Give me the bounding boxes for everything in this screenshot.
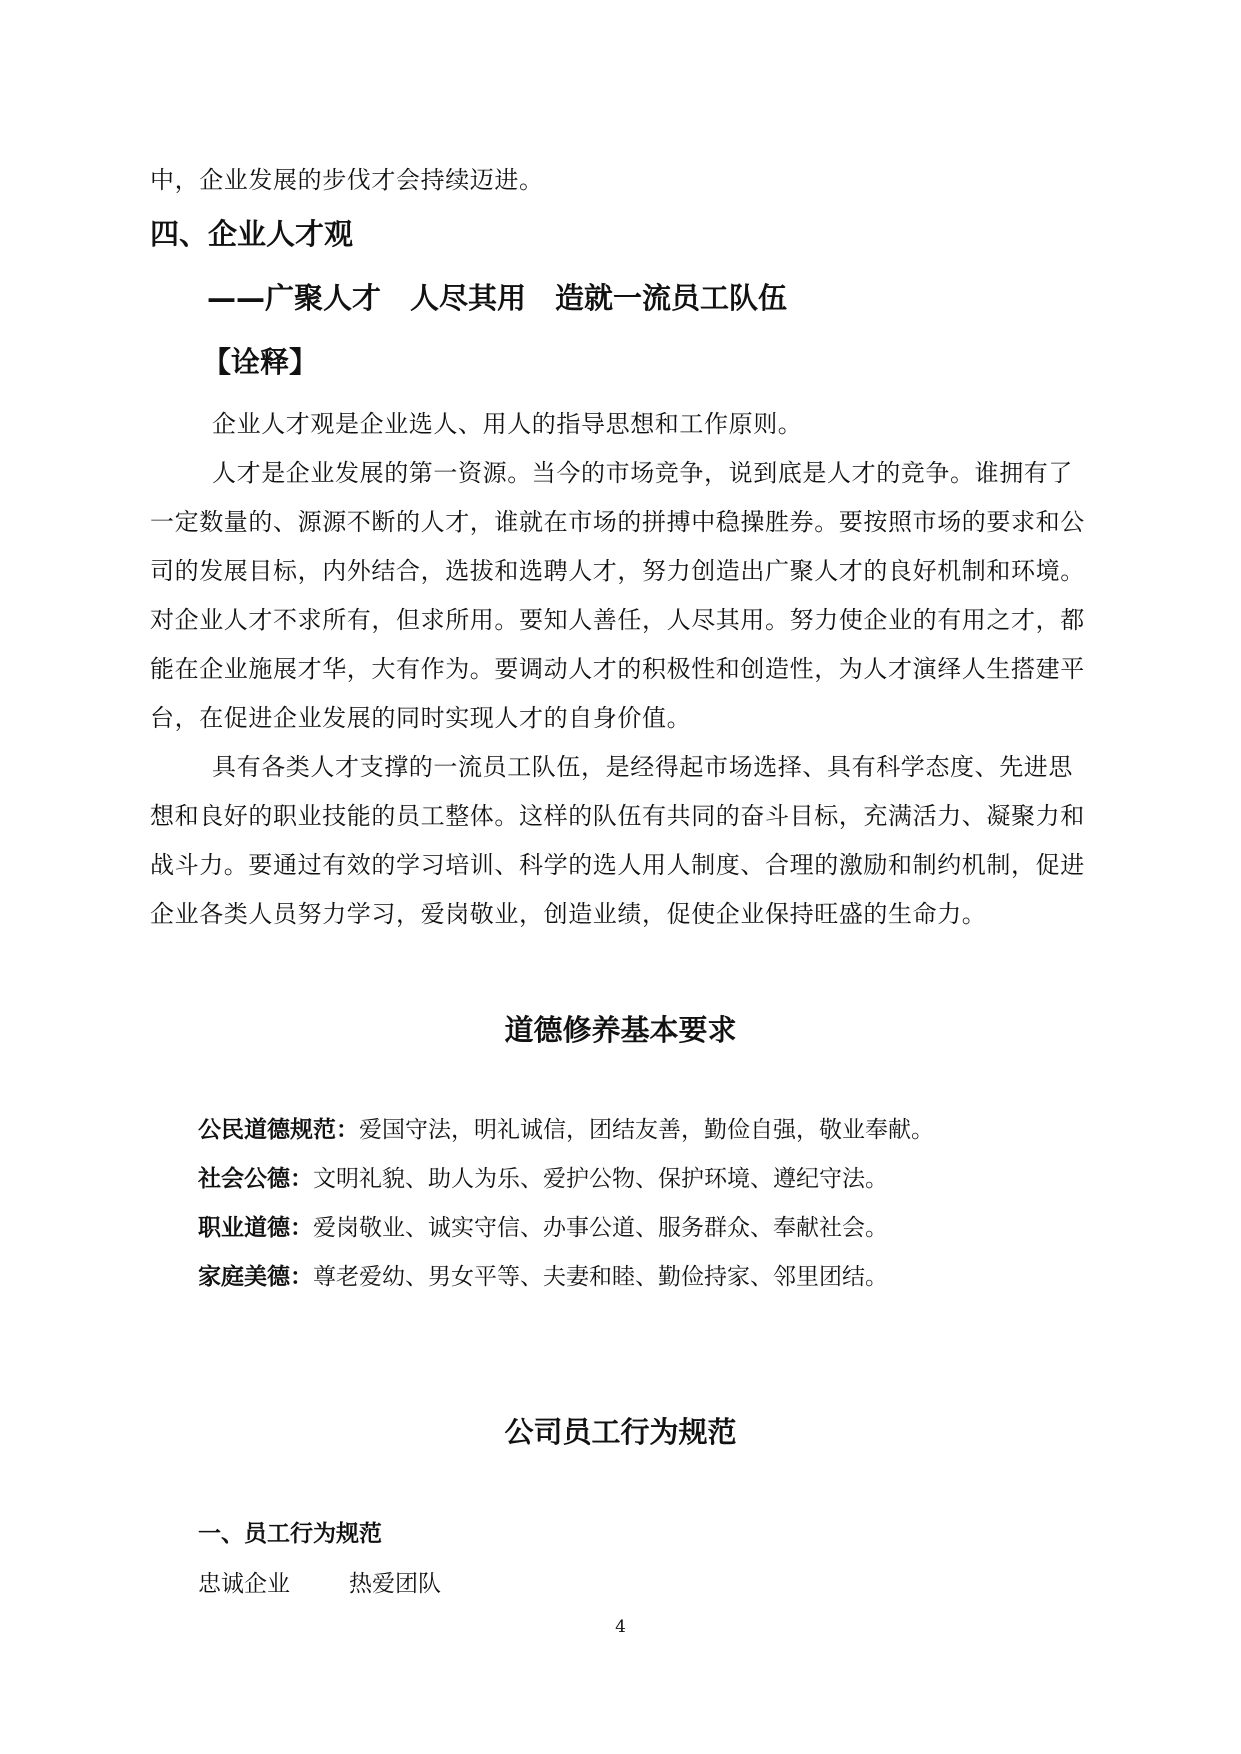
paragraph-line: 人才是企业发展的第一资源。当今的市场竞争，说到底是人才的竞争。谁拥有了: [212, 459, 1073, 487]
moral-label: 家庭美德：: [198, 1264, 313, 1290]
moral-label: 职业道德：: [198, 1215, 313, 1241]
interpretation-label: 【诠释】: [202, 345, 319, 379]
conduct-subheading: 一、员工行为规范: [198, 1521, 382, 1547]
moral-text: 爱岗敬业、诚实守信、办事公道、服务群众、奉献社会。: [313, 1215, 888, 1241]
moral-row-family: [198, 1258, 888, 1291]
section-heading-talent: 四、企业人才观: [150, 217, 354, 251]
paragraph-line: 具有各类人才支撑的一流员工队伍，是经得起市场选择、具有科学态度、先进思: [212, 753, 1073, 781]
conduct-title: 公司员工行为规范: [504, 1415, 737, 1449]
moral-text: 尊老爱幼、男女平等、夫妻和睦、勤俭持家、邻里团结。: [313, 1264, 888, 1290]
paragraph-line: 能在企业施展才华，大有作为。要调动人才的积极性和创造性，为人才演绎人生搭建平: [150, 655, 1085, 683]
paragraph-line: 想和良好的职业技能的员工整体。这样的队伍有共同的奋斗目标，充满活力、凝聚力和: [150, 802, 1085, 830]
page-number: 4: [615, 1617, 626, 1637]
paragraph-line: 企业各类人员努力学习，爱岗敬业，创造业绩，促使企业保持旺盛的生命力。: [150, 900, 987, 928]
paragraph-line: 企业人才观是企业选人、用人的指导思想和工作原则。: [212, 410, 803, 438]
conduct-item: 热爱团队: [349, 1571, 441, 1597]
conduct-item: 忠诚企业: [198, 1571, 290, 1597]
moral-label: 社会公德：: [198, 1166, 313, 1192]
paragraph-line: 司的发展目标，内外结合，选拔和选聘人才，努力创造出广聚人才的良好机制和环境。: [150, 557, 1085, 585]
moral-label: 公民道德规范：: [198, 1117, 359, 1143]
moral-row-citizen: [198, 1111, 934, 1144]
moral-text: 文明礼貌、助人为乐、爱护公物、保护环境、遵纪守法。: [313, 1166, 888, 1192]
paragraph-line: 一定数量的、源源不断的人才，谁就在市场的拼搏中稳操胜券。要按照市场的要求和公: [150, 508, 1085, 536]
paragraph-line: 对企业人才不求所有，但求所用。要知人善任，人尽其用。努力使企业的有用之才，都: [150, 606, 1085, 634]
talent-slogan: ——广聚人才 人尽其用 造就一流员工队伍: [207, 281, 788, 315]
morality-title: 道德修养基本要求: [504, 1013, 737, 1047]
paragraph-line: 台，在促进企业发展的同时实现人才的自身价值。: [150, 704, 692, 732]
continuation-line: 中，企业发展的步伐才会持续迈进。: [150, 166, 544, 194]
moral-text: 爱国守法，明礼诚信，团结友善，勤俭自强，敬业奉献。: [359, 1117, 934, 1143]
paragraph-line: 战斗力。要通过有效的学习培训、科学的选人用人制度、合理的激励和制约机制，促进: [150, 851, 1085, 879]
moral-row-social: [198, 1160, 888, 1193]
moral-row-professional: [198, 1209, 888, 1242]
